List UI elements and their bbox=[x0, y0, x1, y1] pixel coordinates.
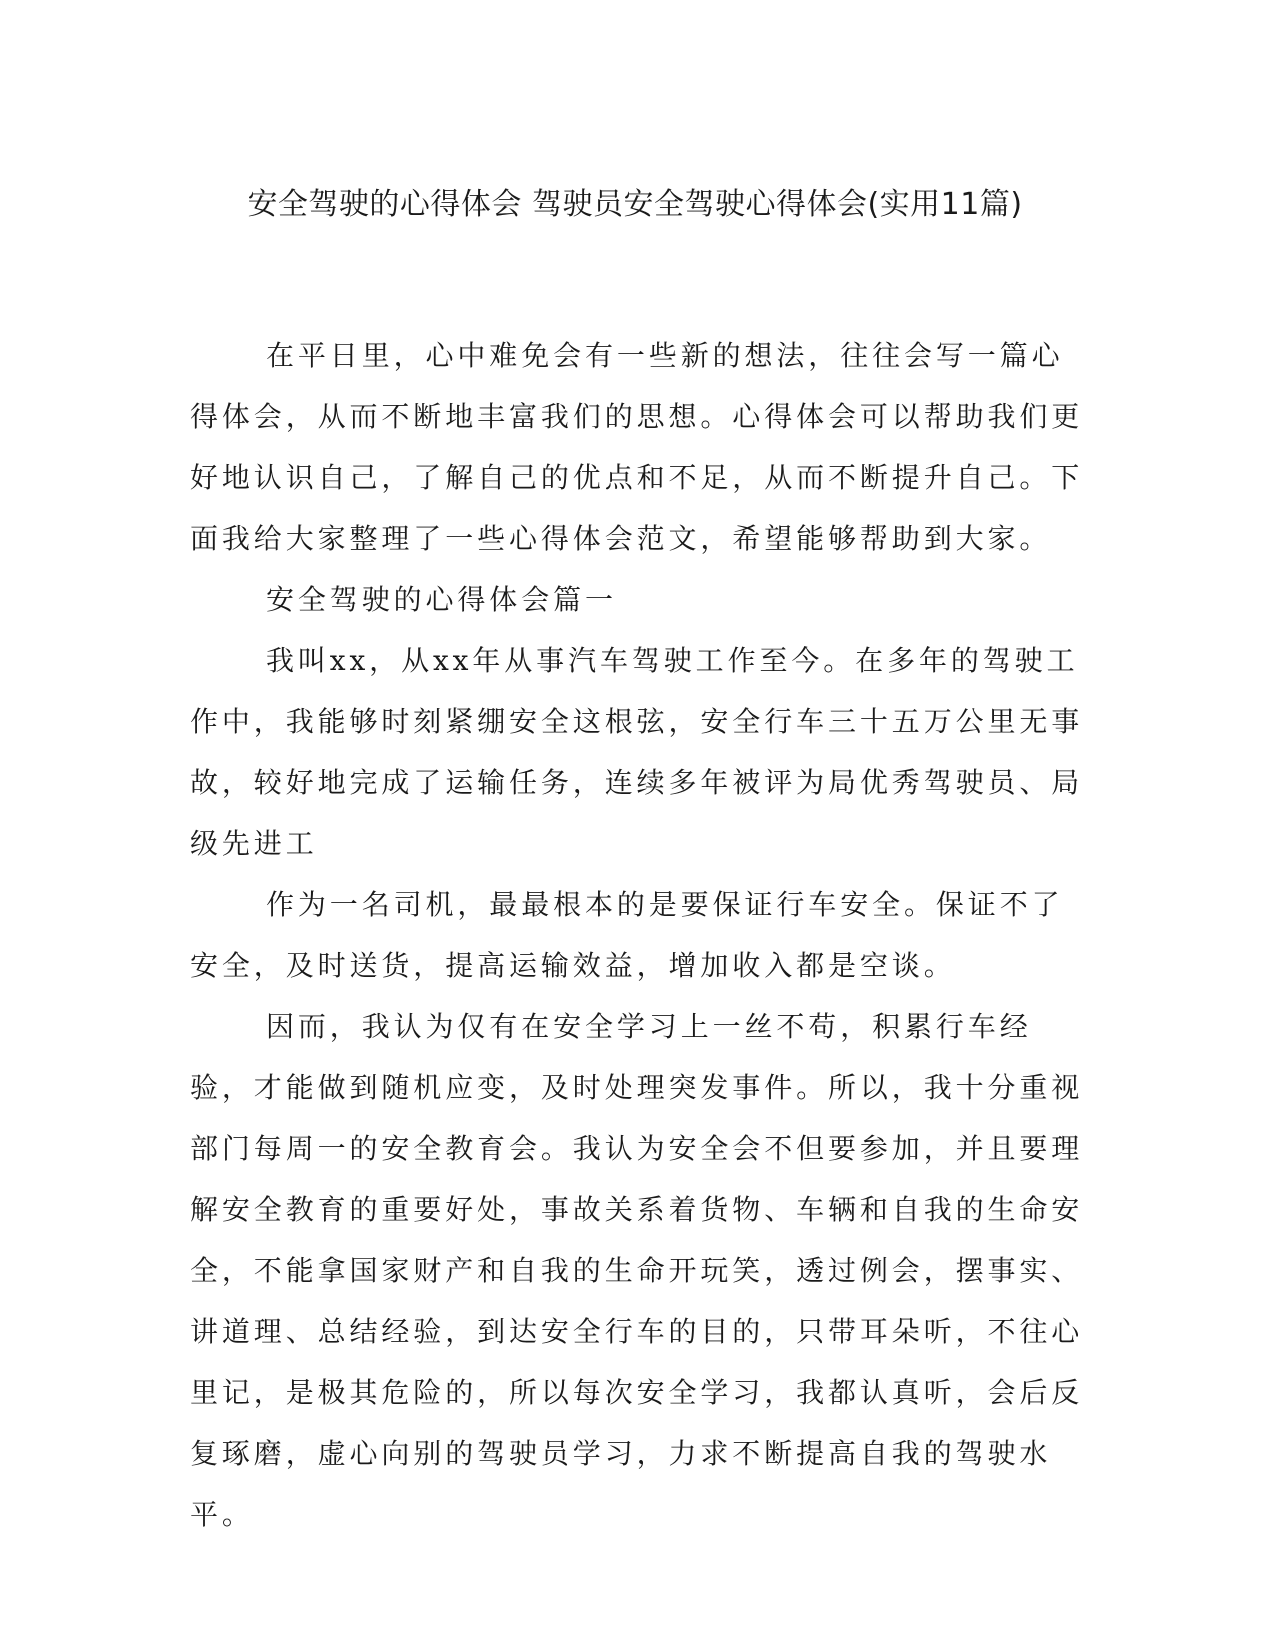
paragraph-introduction-self: 我叫xx，从xx年从事汽车驾驶工作至今。在多年的驾驶工作中，我能够时刻紧绷安全这根弦，安全行车三十五万公里无事故，较好地完成了运输任务，连续多年被评为局优秀驾驶员、局级先进工 bbox=[190, 644, 1084, 860]
paragraph-intro: 在平日里，心中难免会有一些新的想法，往往会写一篇心得体会，从而不断地丰富我们的思想。心得体会可以帮助我们更好地认识自己，了解自己的优点和不足，从而不断提升自己。下面我给大家整理了一些心得体会范文，希望能够帮助到大家。 bbox=[190, 339, 1084, 555]
paragraph-safety-learning: 因而，我认为仅有在安全学习上一丝不苟，积累行车经验，才能做到随机应变，及时处理突发事件。所以，我十分重视部门每周一的安全教育会。我认为安全会不但要参加，并且要理解安全教育的重要好处，事故关系着货物、车辆和自我的生命安全，不能拿国家财产和自我的生命开玩笑，透过例会，摆事实、讲道理、总结经验，到达安全行车的目的，只带耳朵听，不往心里记，是极其危险的，所以每次安全学习，我都认真听，会后反复琢磨，虚心向别的驾驶员学习，力求不断提高自我的驾驶水平。 bbox=[190, 1010, 1084, 1531]
document-title: 安全驾驶的心得体会 驾驶员安全驾驶心得体会(实用11篇) bbox=[247, 187, 1023, 222]
document-body bbox=[190, 325, 1090, 1545]
paragraph-safety-basics: 作为一名司机，最最根本的是要保证行车安全。保证不了安全，及时送货，提高运输效益，增加收入都是空谈。 bbox=[190, 888, 1064, 982]
section-heading: 安全驾驶的心得体会篇一 bbox=[266, 583, 617, 616]
